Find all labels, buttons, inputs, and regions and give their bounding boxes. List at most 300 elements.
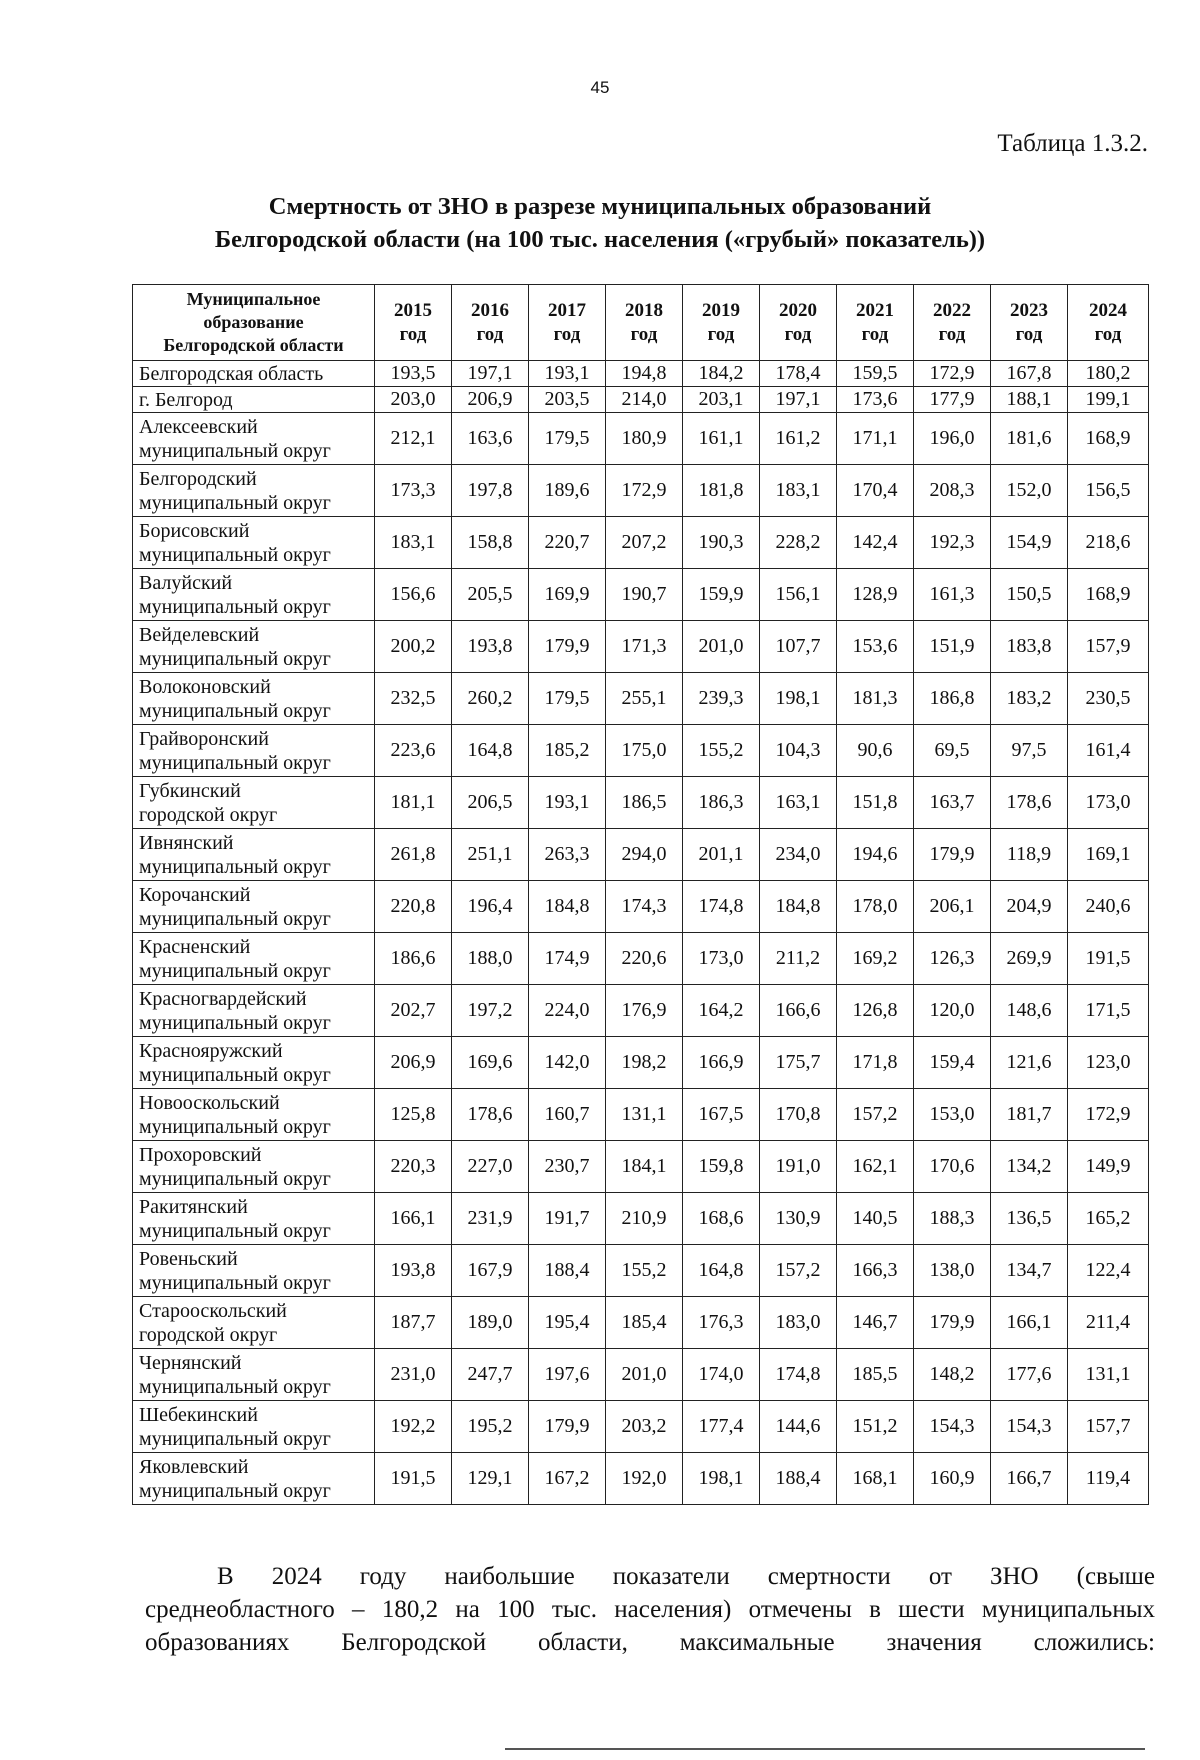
value-cell: 163,6 — [452, 413, 529, 465]
value-cell: 230,7 — [529, 1141, 606, 1193]
municipality-name-cell — [133, 1089, 375, 1141]
value-cell: 181,1 — [375, 777, 452, 829]
value-cell: 202,7 — [375, 985, 452, 1037]
value-cell: 107,7 — [760, 621, 837, 673]
value-cell: 203,1 — [683, 387, 760, 413]
value-cell: 192,3 — [914, 517, 991, 569]
value-cell: 197,6 — [529, 1349, 606, 1401]
value-cell: 170,4 — [837, 465, 914, 517]
value-cell: 167,2 — [529, 1453, 606, 1505]
column-header-year — [683, 285, 760, 361]
municipality-name-cell — [133, 1297, 375, 1349]
value-cell: 194,8 — [606, 361, 683, 387]
value-cell: 157,2 — [760, 1245, 837, 1297]
value-cell: 168,6 — [683, 1193, 760, 1245]
paragraph-line: среднеобластного – 180,2 на 100 тыс. населения) отмечены в шести муниципальных — [145, 1596, 1155, 1623]
value-cell: 198,1 — [683, 1453, 760, 1505]
value-cell: 166,6 — [760, 985, 837, 1037]
column-header-year — [529, 285, 606, 361]
value-cell: 122,4 — [1068, 1245, 1149, 1297]
year-suffix: год — [861, 323, 889, 345]
value-cell: 164,2 — [683, 985, 760, 1037]
value-cell: 183,2 — [991, 673, 1068, 725]
title-line-2: Белгородской области (на 100 тыс. населения («грубый» показатель)) — [214, 226, 986, 253]
value-cell: 153,0 — [914, 1089, 991, 1141]
value-cell: 148,6 — [991, 985, 1068, 1037]
value-cell: 224,0 — [529, 985, 606, 1037]
value-cell: 227,0 — [452, 1141, 529, 1193]
value-cell: 172,9 — [914, 361, 991, 387]
value-cell: 172,9 — [1068, 1089, 1149, 1141]
municipality-name-line: Шебекинский — [139, 1403, 258, 1426]
municipality-name-cell — [133, 985, 375, 1037]
value-cell: 159,4 — [914, 1037, 991, 1089]
table-row — [133, 465, 1149, 517]
value-cell: 170,8 — [760, 1089, 837, 1141]
value-cell: 174,8 — [683, 881, 760, 933]
municipality-name-line: муниципальный округ — [139, 647, 331, 670]
mortality-table — [132, 284, 1149, 1505]
value-cell: 171,1 — [837, 413, 914, 465]
value-cell: 214,0 — [606, 387, 683, 413]
value-cell: 151,9 — [914, 621, 991, 673]
value-cell: 183,8 — [991, 621, 1068, 673]
value-cell: 166,3 — [837, 1245, 914, 1297]
value-cell: 191,5 — [375, 1453, 452, 1505]
value-cell: 179,5 — [529, 673, 606, 725]
municipality-name-line: Новооскольский — [139, 1091, 280, 1114]
municipality-name-cell — [133, 725, 375, 777]
year-suffix: год — [399, 323, 427, 345]
value-cell: 177,6 — [991, 1349, 1068, 1401]
value-cell: 149,9 — [1068, 1141, 1149, 1193]
header-name-line: образование — [203, 312, 304, 332]
value-cell: 169,2 — [837, 933, 914, 985]
year-label: 2022 — [933, 299, 971, 321]
municipality-name-cell — [133, 517, 375, 569]
municipality-name-line: муниципальный округ — [139, 855, 331, 878]
table-row — [133, 413, 1149, 465]
municipality-name-line: муниципальный округ — [139, 1167, 331, 1190]
value-cell: 269,9 — [991, 933, 1068, 985]
value-cell: 174,9 — [529, 933, 606, 985]
municipality-name-cell — [133, 569, 375, 621]
value-cell: 153,6 — [837, 621, 914, 673]
value-cell: 181,3 — [837, 673, 914, 725]
value-cell: 197,8 — [452, 465, 529, 517]
municipality-name-line: Губкинский — [139, 779, 241, 802]
value-cell: 196,0 — [914, 413, 991, 465]
value-cell: 156,6 — [375, 569, 452, 621]
value-cell: 69,5 — [914, 725, 991, 777]
municipality-name-line: муниципальный округ — [139, 751, 331, 774]
municipality-name-cell — [133, 777, 375, 829]
header-name-line: Белгородской области — [163, 335, 344, 355]
value-cell: 220,3 — [375, 1141, 452, 1193]
municipality-name-line: Белгородский — [139, 467, 257, 490]
value-cell: 152,0 — [991, 465, 1068, 517]
value-cell: 179,5 — [529, 413, 606, 465]
value-cell: 188,0 — [452, 933, 529, 985]
value-cell: 161,2 — [760, 413, 837, 465]
table-row — [133, 1349, 1149, 1401]
municipality-name-line: муниципальный округ — [139, 1375, 331, 1398]
municipality-name-cell — [133, 933, 375, 985]
title-line-1: Смертность от ЗНО в разрезе муниципальных образований — [268, 193, 932, 220]
municipality-name-line: г. Белгород — [139, 388, 233, 411]
value-cell: 294,0 — [606, 829, 683, 881]
value-cell: 175,7 — [760, 1037, 837, 1089]
value-cell: 206,1 — [914, 881, 991, 933]
table-row — [133, 1037, 1149, 1089]
value-cell: 200,2 — [375, 621, 452, 673]
municipality-name-cell — [133, 881, 375, 933]
column-header-year — [1068, 285, 1149, 361]
value-cell: 155,2 — [606, 1245, 683, 1297]
municipality-name-line: Ивнянский — [139, 831, 234, 854]
value-cell: 120,0 — [914, 985, 991, 1037]
value-cell: 193,8 — [375, 1245, 452, 1297]
value-cell: 167,9 — [452, 1245, 529, 1297]
value-cell: 191,0 — [760, 1141, 837, 1193]
municipality-name-cell — [133, 1037, 375, 1089]
municipality-name-line: муниципальный округ — [139, 1479, 331, 1502]
value-cell: 134,7 — [991, 1245, 1068, 1297]
value-cell: 176,9 — [606, 985, 683, 1037]
municipality-name-line: муниципальный округ — [139, 1427, 331, 1450]
table-row — [133, 621, 1149, 673]
value-cell: 188,3 — [914, 1193, 991, 1245]
value-cell: 155,2 — [683, 725, 760, 777]
value-cell: 183,1 — [375, 517, 452, 569]
municipality-name-cell — [133, 1193, 375, 1245]
body-paragraph — [145, 1560, 1155, 1659]
value-cell: 129,1 — [452, 1453, 529, 1505]
value-cell: 223,6 — [375, 725, 452, 777]
value-cell: 251,1 — [452, 829, 529, 881]
municipality-name-line: муниципальный округ — [139, 1271, 331, 1294]
column-header-municipality — [133, 285, 375, 361]
value-cell: 184,8 — [529, 881, 606, 933]
municipality-name-cell — [133, 387, 375, 413]
value-cell: 210,9 — [606, 1193, 683, 1245]
municipality-name-line: муниципальный округ — [139, 1219, 331, 1242]
value-cell: 173,3 — [375, 465, 452, 517]
value-cell: 167,8 — [991, 361, 1068, 387]
column-header-year — [837, 285, 914, 361]
value-cell: 178,6 — [991, 777, 1068, 829]
table-row — [133, 1401, 1149, 1453]
value-cell: 207,2 — [606, 517, 683, 569]
value-cell: 204,9 — [991, 881, 1068, 933]
value-cell: 136,5 — [991, 1193, 1068, 1245]
year-suffix: год — [707, 323, 735, 345]
municipality-name-line: Старооскольский — [139, 1299, 287, 1322]
value-cell: 180,9 — [606, 413, 683, 465]
value-cell: 206,9 — [452, 387, 529, 413]
column-header-year — [452, 285, 529, 361]
table-row — [133, 725, 1149, 777]
value-cell: 212,1 — [375, 413, 452, 465]
value-cell: 228,2 — [760, 517, 837, 569]
value-cell: 151,2 — [837, 1401, 914, 1453]
value-cell: 126,3 — [914, 933, 991, 985]
table-row — [133, 569, 1149, 621]
municipality-name-line: Ракитянский — [139, 1195, 248, 1218]
value-cell: 154,3 — [991, 1401, 1068, 1453]
table-row — [133, 1193, 1149, 1245]
value-cell: 181,8 — [683, 465, 760, 517]
municipality-name-line: Яковлевский — [139, 1455, 249, 1478]
municipality-name-line: муниципальный округ — [139, 491, 331, 514]
value-cell: 157,2 — [837, 1089, 914, 1141]
page-title — [0, 190, 1200, 256]
year-suffix: год — [630, 323, 658, 345]
value-cell: 174,0 — [683, 1349, 760, 1401]
value-cell: 192,2 — [375, 1401, 452, 1453]
municipality-name-line: муниципальный округ — [139, 1011, 331, 1034]
year-label: 2024 — [1089, 299, 1127, 321]
value-cell: 171,8 — [837, 1037, 914, 1089]
year-suffix: год — [938, 323, 966, 345]
value-cell: 185,2 — [529, 725, 606, 777]
value-cell: 148,2 — [914, 1349, 991, 1401]
value-cell: 154,9 — [991, 517, 1068, 569]
value-cell: 165,2 — [1068, 1193, 1149, 1245]
value-cell: 175,0 — [606, 725, 683, 777]
value-cell: 134,2 — [991, 1141, 1068, 1193]
table-row — [133, 361, 1149, 387]
municipality-name-line: муниципальный округ — [139, 1063, 331, 1086]
municipality-name-line: Алексеевский — [139, 415, 258, 438]
value-cell: 192,0 — [606, 1453, 683, 1505]
value-cell: 198,1 — [760, 673, 837, 725]
value-cell: 194,6 — [837, 829, 914, 881]
municipality-name-cell — [133, 1349, 375, 1401]
value-cell: 184,8 — [760, 881, 837, 933]
value-cell: 183,1 — [760, 465, 837, 517]
value-cell: 193,8 — [452, 621, 529, 673]
value-cell: 159,9 — [683, 569, 760, 621]
value-cell: 189,6 — [529, 465, 606, 517]
table-row — [133, 777, 1149, 829]
value-cell: 162,1 — [837, 1141, 914, 1193]
value-cell: 178,4 — [760, 361, 837, 387]
municipality-name-cell — [133, 1141, 375, 1193]
municipality-name-line: муниципальный округ — [139, 595, 331, 618]
value-cell: 121,6 — [991, 1037, 1068, 1089]
year-suffix: год — [1094, 323, 1122, 345]
value-cell: 168,1 — [837, 1453, 914, 1505]
value-cell: 191,7 — [529, 1193, 606, 1245]
value-cell: 157,9 — [1068, 621, 1149, 673]
value-cell: 261,8 — [375, 829, 452, 881]
municipality-name-line: Белгородская область — [139, 362, 324, 385]
value-cell: 178,0 — [837, 881, 914, 933]
municipality-name-line: Красненский — [139, 935, 251, 958]
table-row — [133, 517, 1149, 569]
year-label: 2023 — [1010, 299, 1048, 321]
value-cell: 230,5 — [1068, 673, 1149, 725]
value-cell: 156,1 — [760, 569, 837, 621]
value-cell: 205,5 — [452, 569, 529, 621]
value-cell: 161,1 — [683, 413, 760, 465]
year-suffix: год — [1015, 323, 1043, 345]
municipality-name-line: муниципальный округ — [139, 1115, 331, 1138]
year-suffix: год — [784, 323, 812, 345]
value-cell: 173,0 — [1068, 777, 1149, 829]
value-cell: 189,0 — [452, 1297, 529, 1349]
municipality-name-line: Волоконовский — [139, 675, 271, 698]
table-row — [133, 1297, 1149, 1349]
value-cell: 203,2 — [606, 1401, 683, 1453]
municipality-name-line: муниципальный округ — [139, 439, 331, 462]
year-suffix: год — [553, 323, 581, 345]
value-cell: 206,5 — [452, 777, 529, 829]
value-cell: 90,6 — [837, 725, 914, 777]
municipality-name-cell — [133, 361, 375, 387]
value-cell: 208,3 — [914, 465, 991, 517]
municipality-name-line: Ровеньский — [139, 1247, 238, 1270]
value-cell: 151,8 — [837, 777, 914, 829]
value-cell: 154,3 — [914, 1401, 991, 1453]
value-cell: 190,7 — [606, 569, 683, 621]
year-label: 2019 — [702, 299, 740, 321]
column-header-year — [760, 285, 837, 361]
value-cell: 140,5 — [837, 1193, 914, 1245]
value-cell: 255,1 — [606, 673, 683, 725]
municipality-name-cell — [133, 465, 375, 517]
municipality-name-line: муниципальный округ — [139, 543, 331, 566]
value-cell: 131,1 — [1068, 1349, 1149, 1401]
value-cell: 185,5 — [837, 1349, 914, 1401]
value-cell: 173,6 — [837, 387, 914, 413]
municipality-name-line: муниципальный округ — [139, 959, 331, 982]
table-row — [133, 1141, 1149, 1193]
value-cell: 206,9 — [375, 1037, 452, 1089]
value-cell: 181,6 — [991, 413, 1068, 465]
paragraph-line: образованиях Белгородской области, максимальные значения сложились: — [145, 1629, 1155, 1656]
year-label: 2017 — [548, 299, 586, 321]
value-cell: 260,2 — [452, 673, 529, 725]
table-row — [133, 829, 1149, 881]
value-cell: 197,1 — [452, 361, 529, 387]
value-cell: 232,5 — [375, 673, 452, 725]
municipality-name-line: муниципальный округ — [139, 699, 331, 722]
value-cell: 104,3 — [760, 725, 837, 777]
value-cell: 197,2 — [452, 985, 529, 1037]
value-cell: 188,4 — [760, 1453, 837, 1505]
table-row — [133, 673, 1149, 725]
value-cell: 190,3 — [683, 517, 760, 569]
value-cell: 240,6 — [1068, 881, 1149, 933]
value-cell: 196,4 — [452, 881, 529, 933]
value-cell: 142,0 — [529, 1037, 606, 1089]
value-cell: 169,1 — [1068, 829, 1149, 881]
table-row — [133, 387, 1149, 413]
value-cell: 191,5 — [1068, 933, 1149, 985]
value-cell: 195,4 — [529, 1297, 606, 1349]
value-cell: 126,8 — [837, 985, 914, 1037]
year-label: 2018 — [625, 299, 663, 321]
column-header-year — [606, 285, 683, 361]
value-cell: 159,8 — [683, 1141, 760, 1193]
value-cell: 128,9 — [837, 569, 914, 621]
value-cell: 168,9 — [1068, 569, 1149, 621]
value-cell: 195,2 — [452, 1401, 529, 1453]
value-cell: 193,1 — [529, 361, 606, 387]
value-cell: 178,6 — [452, 1089, 529, 1141]
value-cell: 167,5 — [683, 1089, 760, 1141]
municipality-name-cell — [133, 413, 375, 465]
value-cell: 166,7 — [991, 1453, 1068, 1505]
municipality-name-line: Корочанский — [139, 883, 251, 906]
municipality-name-cell — [133, 829, 375, 881]
value-cell: 163,7 — [914, 777, 991, 829]
value-cell: 234,0 — [760, 829, 837, 881]
value-cell: 123,0 — [1068, 1037, 1149, 1089]
value-cell: 131,1 — [606, 1089, 683, 1141]
value-cell: 220,6 — [606, 933, 683, 985]
value-cell: 231,9 — [452, 1193, 529, 1245]
value-cell: 239,3 — [683, 673, 760, 725]
value-cell: 164,8 — [452, 725, 529, 777]
value-cell: 231,0 — [375, 1349, 452, 1401]
municipality-name-line: Прохоровский — [139, 1143, 262, 1166]
table-body — [133, 361, 1149, 1505]
bottom-divider — [505, 1748, 1145, 1750]
value-cell: 186,3 — [683, 777, 760, 829]
municipality-name-line: Борисовский — [139, 519, 250, 542]
value-cell: 184,1 — [606, 1141, 683, 1193]
table-label: Таблица 1.3.2. — [997, 130, 1148, 157]
value-cell: 177,4 — [683, 1401, 760, 1453]
value-cell: 157,7 — [1068, 1401, 1149, 1453]
value-cell: 198,2 — [606, 1037, 683, 1089]
value-cell: 211,2 — [760, 933, 837, 985]
value-cell: 203,0 — [375, 387, 452, 413]
value-cell: 220,7 — [529, 517, 606, 569]
year-label: 2021 — [856, 299, 894, 321]
municipality-name-line: Грайворонский — [139, 727, 269, 750]
paragraph-line-1: В 2024 году наибольшие показатели смертности от ЗНО (свыше — [217, 1563, 1155, 1590]
value-cell: 183,0 — [760, 1297, 837, 1349]
value-cell: 179,9 — [529, 621, 606, 673]
municipality-name-line: Валуйский — [139, 571, 233, 594]
value-cell: 185,4 — [606, 1297, 683, 1349]
value-cell: 150,5 — [991, 569, 1068, 621]
year-label: 2015 — [394, 299, 432, 321]
value-cell: 156,5 — [1068, 465, 1149, 517]
value-cell: 163,1 — [760, 777, 837, 829]
value-cell: 211,4 — [1068, 1297, 1149, 1349]
table-row — [133, 1245, 1149, 1297]
municipality-name-cell — [133, 1245, 375, 1297]
municipality-name-line: Краснояружский — [139, 1039, 283, 1062]
column-header-year — [991, 285, 1068, 361]
value-cell: 170,6 — [914, 1141, 991, 1193]
municipality-name-cell — [133, 673, 375, 725]
value-cell: 169,9 — [529, 569, 606, 621]
value-cell: 168,9 — [1068, 413, 1149, 465]
year-label: 2020 — [779, 299, 817, 321]
value-cell: 186,5 — [606, 777, 683, 829]
value-cell: 247,7 — [452, 1349, 529, 1401]
municipality-name-line: муниципальный округ — [139, 907, 331, 930]
value-cell: 174,8 — [760, 1349, 837, 1401]
value-cell: 197,1 — [760, 387, 837, 413]
value-cell: 125,8 — [375, 1089, 452, 1141]
